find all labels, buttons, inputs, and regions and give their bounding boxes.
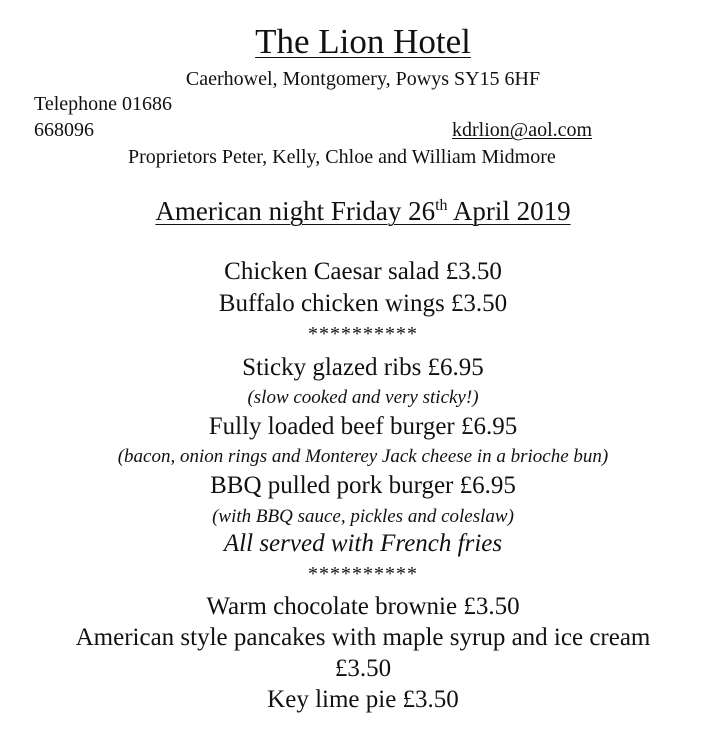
telephone-line-1: Telephone 01686: [34, 93, 173, 115]
main-item-note: (with BBQ sauce, pickles and coleslaw): [212, 506, 514, 527]
main-item-note: (slow cooked and very sticky!): [247, 387, 479, 408]
separator: **********: [308, 563, 418, 585]
event-heading: [0, 196, 726, 227]
starter-item: Chicken Caesar salad £3.50: [224, 258, 502, 285]
email-link[interactable]: kdrlion@aol.com: [452, 119, 593, 141]
dessert-item: American style pancakes with maple syrup and ice cream: [75, 624, 651, 651]
main-item-note: (bacon, onion rings and Monterey Jack cheese in a brioche bun): [117, 446, 609, 467]
dessert-item: Key lime pie £3.50: [267, 686, 459, 713]
hotel-address: Caerhowel, Montgomery, Powys SY15 6HF: [185, 68, 541, 90]
event-ordinal: th: [435, 197, 448, 214]
dessert-item-price: £3.50: [334, 655, 392, 682]
starter-item: Buffalo chicken wings £3.50: [218, 290, 508, 317]
event-suffix: April 2019: [447, 196, 571, 226]
event-prefix: American night Friday 26: [155, 196, 436, 226]
proprietors: Proprietors Peter, Kelly, Chloe and William Midmore: [128, 146, 556, 168]
served-with-note: All served with French fries: [223, 530, 503, 557]
separator: **********: [308, 323, 418, 345]
main-item: Sticky glazed ribs £6.95: [242, 354, 484, 381]
main-item: BBQ pulled pork burger £6.95: [210, 472, 516, 499]
telephone-line-2: 668096: [34, 119, 94, 141]
hotel-name: The Lion Hotel: [255, 22, 471, 61]
dessert-item: Warm chocolate brownie £3.50: [206, 593, 520, 620]
main-item: Fully loaded beef burger £6.95: [208, 413, 518, 440]
